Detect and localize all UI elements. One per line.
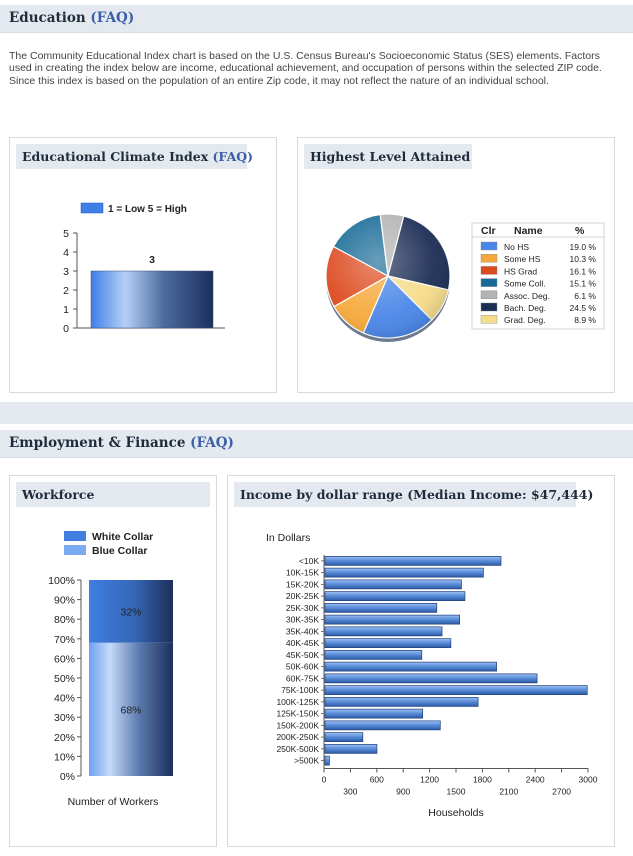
workforce-y-tick-label: 90% xyxy=(53,594,75,607)
income-bar xyxy=(325,650,422,659)
climate-index-chart xyxy=(10,138,276,392)
climate-index-panel xyxy=(9,137,277,393)
pie-legend-pct: 16.1 % xyxy=(569,266,596,277)
income-category-label: 15K-20K xyxy=(285,579,319,590)
income-x-tick-label: 600 xyxy=(369,774,384,785)
pie-legend-name: No HS xyxy=(504,242,530,252)
pie-slices xyxy=(326,214,450,342)
income-category-label: >500K xyxy=(294,755,319,766)
income-bar xyxy=(325,756,329,765)
pie-legend-name: Assoc. Deg. xyxy=(504,290,550,301)
pie-legend-name: Some Coll. xyxy=(504,278,546,289)
section-separator xyxy=(0,402,633,424)
climate-y-tick-label: 1 xyxy=(63,304,69,316)
income-bar xyxy=(325,697,478,706)
workforce-legend-label: Blue Collar xyxy=(92,545,148,557)
workforce-x-label: Number of Workers xyxy=(67,796,159,808)
income-bar xyxy=(325,603,437,612)
income-category-label: 25K-30K xyxy=(285,602,319,613)
climate-y-tick-label: 2 xyxy=(63,285,69,297)
workforce-y-tick-label: 100% xyxy=(48,575,75,587)
workforce-panel xyxy=(9,475,217,847)
workforce-legend-swatch xyxy=(64,531,86,541)
workforce-y-tick-label: 40% xyxy=(53,692,75,705)
pie-legend-name: Bach. Deg. xyxy=(504,303,547,313)
workforce-legend-label: White Collar xyxy=(92,531,154,543)
workforce-title-text: Workforce xyxy=(22,487,95,502)
income-category-label: 150K-200K xyxy=(276,720,319,731)
income-bar xyxy=(325,709,423,718)
climate-y-tick-label: 3 xyxy=(63,266,69,278)
education-intro-text: The Community Educational Index chart is based on the U.S. Census Bureau's Socioeconomic Status (SES) elements. Factors used in creating the index below are income, educational achievement, and occupation of persons within the selected ZIP code. Since this index is based on the population of an entire Zip code, it may not reflect the nature of an individual school. xyxy=(9,50,602,87)
income-category-label: 10K-15K xyxy=(285,567,319,578)
workforce-legend xyxy=(64,531,153,557)
climate-index-title-text: Educational Climate Index xyxy=(22,149,209,164)
climate-bar xyxy=(91,271,213,328)
pie-legend-name: Some HS xyxy=(504,254,541,265)
highest-level-title-text: Highest Level Attained xyxy=(310,149,471,164)
workforce-bars xyxy=(89,580,173,776)
income-category-label: 250K-500K xyxy=(276,743,319,754)
workforce-y-tick-label: 70% xyxy=(53,633,75,646)
pie-legend-swatch xyxy=(481,279,497,287)
income-bar xyxy=(325,615,460,624)
climate-faq-link[interactable]: (FAQ) xyxy=(212,149,254,164)
education-pie-chart xyxy=(298,138,614,392)
highest-level-panel xyxy=(297,137,615,393)
education-title xyxy=(9,10,134,26)
employment-title xyxy=(9,435,234,451)
workforce-blue-label: 68% xyxy=(120,704,142,717)
education-title-text: Education xyxy=(9,10,86,26)
workforce-y-tick-label: 50% xyxy=(53,673,75,685)
education-section-header xyxy=(0,5,633,33)
pie-legend-pct: 19.0 % xyxy=(569,242,596,252)
pie-legend-pct: 8.9 % xyxy=(574,315,596,326)
income-x-tick-label: 1800 xyxy=(472,774,492,785)
workforce-axis xyxy=(48,575,81,783)
income-bar xyxy=(325,592,465,601)
income-chart xyxy=(228,476,614,846)
income-bar xyxy=(325,556,501,565)
pie-legend-pct: 15.1 % xyxy=(569,278,596,289)
workforce-y-tick-label: 10% xyxy=(53,751,75,764)
workforce-y-tick-label: 20% xyxy=(53,731,75,744)
income-x-tick-label: 1500 xyxy=(446,786,466,797)
climate-legend-label: 1 = Low 5 = High xyxy=(108,204,187,215)
income-bar xyxy=(325,721,440,730)
income-x-tick-label: 2100 xyxy=(499,786,519,797)
employment-title-text: Employment & Finance xyxy=(9,435,186,451)
employment-faq-link[interactable]: (FAQ) xyxy=(190,435,234,451)
climate-y-tick-label: 5 xyxy=(63,228,69,240)
income-x-tick-label: 2700 xyxy=(552,786,572,797)
workforce-y-tick-label: 30% xyxy=(53,712,75,725)
income-x-tick-label: 300 xyxy=(343,786,358,797)
income-category-label: 100K-125K xyxy=(276,696,319,707)
income-bar xyxy=(325,639,451,648)
climate-bars xyxy=(91,254,213,328)
climate-y-tick-label: 4 xyxy=(63,247,69,259)
climate-y-tick-label: 0 xyxy=(63,323,69,335)
income-x-tick-label: 0 xyxy=(321,774,327,785)
income-x-tick-label: 3000 xyxy=(578,774,598,785)
workforce-y-tick-label: 0% xyxy=(59,771,75,783)
income-bar xyxy=(325,662,497,671)
income-x-tick-label: 1200 xyxy=(420,774,440,785)
income-bar xyxy=(325,568,483,577)
income-bar xyxy=(325,744,377,753)
pie-legend-name: HS Grad xyxy=(504,266,538,277)
workforce-legend-swatch xyxy=(64,545,86,555)
workforce-y-tick-label: 60% xyxy=(53,653,75,666)
climate-bar-label: 3 xyxy=(149,254,155,266)
income-category-label: 40K-45K xyxy=(285,638,319,649)
workforce-y-tick-label: 80% xyxy=(53,614,75,627)
income-category-label: 20K-25K xyxy=(285,591,319,602)
income-y-label: In Dollars xyxy=(266,532,311,544)
income-category-label: 200K-250K xyxy=(276,732,319,743)
education-faq-link[interactable]: (FAQ) xyxy=(90,10,135,26)
income-x-label: Households xyxy=(428,807,484,819)
income-category-label: 125K-150K xyxy=(276,708,319,719)
pie-legend-swatch xyxy=(481,242,497,250)
pie-legend-swatch xyxy=(481,315,497,323)
income-panel xyxy=(227,475,615,847)
workforce-chart xyxy=(10,476,216,846)
pie-legend-pct: 10.3 % xyxy=(569,254,596,265)
income-category-label: <10K xyxy=(298,555,319,566)
workforce-white-label: 32% xyxy=(120,606,142,619)
income-bars xyxy=(325,556,587,765)
income-category-label: 30K-35K xyxy=(285,614,319,625)
pie-legend-swatch xyxy=(481,303,497,311)
pie-legend-header-clr: Clr xyxy=(481,225,496,237)
pie-legend-swatch xyxy=(481,254,497,262)
employment-section-header xyxy=(0,430,633,458)
pie-legend-pct: 24.5 % xyxy=(569,303,596,313)
income-category-label: 60K-75K xyxy=(285,673,319,684)
income-category-label: 75K-100K xyxy=(281,685,319,696)
climate-legend-swatch xyxy=(81,203,103,213)
pie-legend-pct: 6.1 % xyxy=(574,290,596,301)
pie-legend-header-pct: % xyxy=(575,225,585,237)
income-bar xyxy=(325,674,537,683)
pie-legend-header-name: Name xyxy=(514,225,543,237)
income-bar xyxy=(325,627,442,636)
income-bar xyxy=(325,733,363,742)
income-category-label: 50K-60K xyxy=(285,661,319,672)
pie-shine xyxy=(326,214,450,338)
pie-legend-swatch xyxy=(481,291,497,299)
income-bar xyxy=(325,686,587,695)
income-title-text: Income by dollar range (Median Income: $47,444) xyxy=(240,487,594,502)
income-x-tick-label: 900 xyxy=(396,786,411,797)
income-category-label: 35K-40K xyxy=(285,626,319,637)
pie-legend-swatch xyxy=(481,266,497,274)
income-bar xyxy=(325,580,461,589)
income-x-tick-label: 2400 xyxy=(525,774,545,785)
pie-legend-name: Grad. Deg. xyxy=(504,315,546,326)
income-category-label: 45K-50K xyxy=(285,649,319,660)
